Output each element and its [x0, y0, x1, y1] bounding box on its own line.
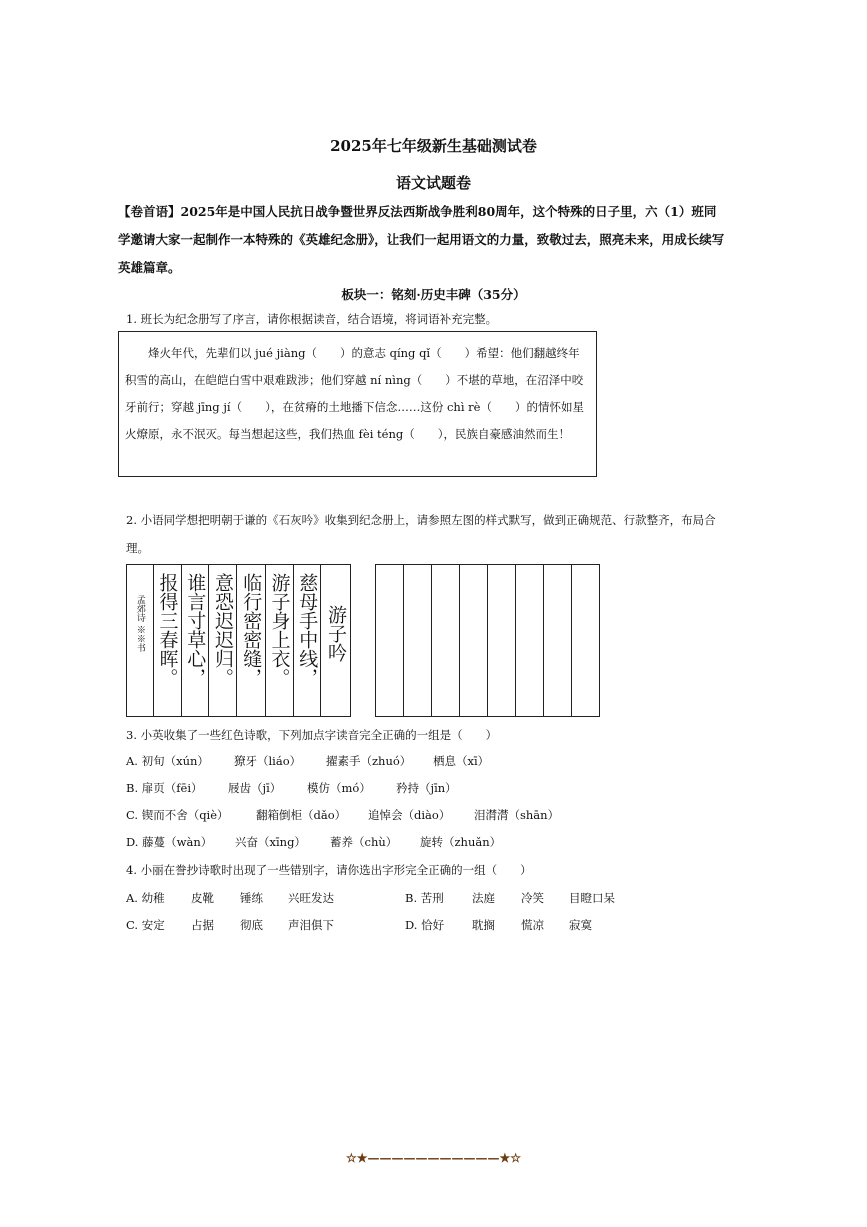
intro-paragraph: 【卷首语】2025年是中国人民抗日战争暨世界反法西斯战争胜利80周年，这个特殊的日子里，六（1）班同学邀请大家一起制作一本特殊的《英雄纪念册》，让我们一起用语文的力量，致敬过去，照亮未来，用成长续写英雄篇章。: [118, 204, 725, 275]
paper-subtitle: 语文试题卷: [395, 174, 471, 192]
sample-column: [237, 565, 266, 716]
q4-option-b-4: 目瞪口呆: [569, 891, 615, 905]
q3-option-d-4: 旋转（zhuǎn）: [420, 835, 502, 849]
q3-option-d-2: 兴奋（xīng）: [235, 835, 306, 849]
blank-writing-grid[interactable]: [375, 564, 600, 717]
blank-column[interactable]: [376, 565, 404, 716]
page-footer-ornament: ☆★———————————★☆: [345, 1151, 522, 1165]
blank-column[interactable]: [516, 565, 544, 716]
q3-option-d-3: 蓄养（chù）: [330, 835, 398, 849]
blank-column[interactable]: [544, 565, 572, 716]
q1-passage: 烽火年代，先辈们以 jué jiàng（ ）的意志 qíng qǐ（ ）希望：他们翻越终年积雪的高山，在皑皑白雪中艰难跋涉；他们穿越 ní nìng（ ）不堪的草地，在沼泽中咬牙前行；穿越 jīng jí（ ），在贫瘠的土地播下信念……这份 chì rè（ ）的情怀如星火燎原，永不泯灭。每当想起这些，我们热血 fèi téng（ ），民族自豪感油然而生！: [125, 346, 584, 441]
blank-column[interactable]: [404, 565, 432, 716]
q4-option-a-4: 兴旺发达: [288, 891, 334, 905]
q3-option-c-1: C. 锲而不舍（qiè）: [126, 808, 229, 822]
q3-option-a-1: A. 初旬（xún）: [126, 754, 209, 768]
q1-stem: 1. 班长为纪念册写了序言，请你根据读音，结合语境，将词语补充完整。: [126, 312, 498, 326]
sample-title: 游子吟: [325, 605, 348, 662]
sample-line-3: 意恐迟迟归。: [212, 573, 235, 687]
q3-option-b-4: 矜持（jīn）: [396, 781, 457, 795]
q4-option-c-4: 声泪俱下: [288, 918, 334, 932]
q4-option-d-4: 寂寞: [569, 918, 592, 932]
blank-column[interactable]: [460, 565, 488, 716]
q1-passage-box: [118, 331, 597, 477]
sample-title-column: [321, 565, 350, 716]
sample-signature-column: [127, 565, 154, 716]
q3-option-c-4: 泪潸潸（shān）: [474, 808, 560, 822]
sample-calligraphy-grid: [126, 564, 351, 717]
q4-stem: 4. 小丽在誊抄诗歌时出现了一些错别字，请你选出字形完全正确的一组（ ）: [126, 863, 532, 877]
q4-option-c-2: 占据: [191, 918, 214, 932]
q4-option-c-1: C. 安定: [126, 918, 165, 932]
q4-option-a-3: 锤练: [240, 891, 263, 905]
q3-option-b-3: 模仿（mó）: [307, 781, 371, 795]
q4-option-d-3: 慌凉: [521, 918, 544, 932]
blank-column[interactable]: [432, 565, 460, 716]
sample-line-6: 慈母手中线，: [296, 573, 319, 687]
q4-option-d-1: D. 恰好: [405, 918, 445, 932]
sample-column: [182, 565, 210, 716]
sample-line-1: 报得三春晖。: [156, 573, 179, 687]
blank-column[interactable]: [572, 565, 599, 716]
q4-option-d-2: 耽搁: [472, 918, 495, 932]
q4-option-b-2: 法庭: [472, 891, 495, 905]
q3-option-a-4: 栖息（xī）: [433, 754, 490, 768]
sample-line-4: 临行密密缝，: [240, 573, 263, 687]
q3-option-d-1: D. 藤蔓（wàn）: [126, 835, 213, 849]
sample-column: [294, 565, 322, 716]
sample-line-5: 游子身上衣。: [268, 573, 291, 687]
q3-option-a-2: 獠牙（liáo）: [234, 754, 302, 768]
q3-option-c-2: 翻箱倒柜（dǎo）: [256, 808, 347, 822]
q3-stem: 3. 小英收集了一些红色诗歌，下列加点字读音完全正确的一组是（ ）: [126, 728, 498, 742]
sample-column: [154, 565, 182, 716]
sample-signature: 孟郊诗 ※※书: [134, 595, 145, 652]
sample-line-2: 谁言寸草心，: [184, 573, 207, 687]
q3-option-b-2: 屐齿（jī）: [228, 781, 282, 795]
section-heading: 板块一：铭刻·历史丰碑（35分）: [341, 287, 526, 302]
q4-option-a-2: 皮靴: [191, 891, 214, 905]
sample-column: [209, 565, 237, 716]
sample-column: [266, 565, 294, 716]
q4-option-b-1: B. 苦刑: [405, 891, 444, 905]
q4-option-a-1: A. 幼稚: [126, 891, 165, 905]
q4-option-b-3: 冷笑: [521, 891, 544, 905]
blank-column[interactable]: [488, 565, 516, 716]
q4-option-c-3: 彻底: [240, 918, 263, 932]
paper-title: 2025年七年级新生基础测试卷: [330, 137, 537, 155]
q2-stem: 2. 小语同学想把明朝于谦的《石灰吟》收集到纪念册上，请参照左图的样式默写，做到正确规范、行款整齐，布局合理。: [126, 513, 716, 555]
q3-option-a-3: 擢素手（zhuó）: [326, 754, 412, 768]
q3-option-c-3: 追悼会（diào）: [368, 808, 451, 822]
q3-option-b-1: B. 扉页（fēi）: [126, 781, 203, 795]
